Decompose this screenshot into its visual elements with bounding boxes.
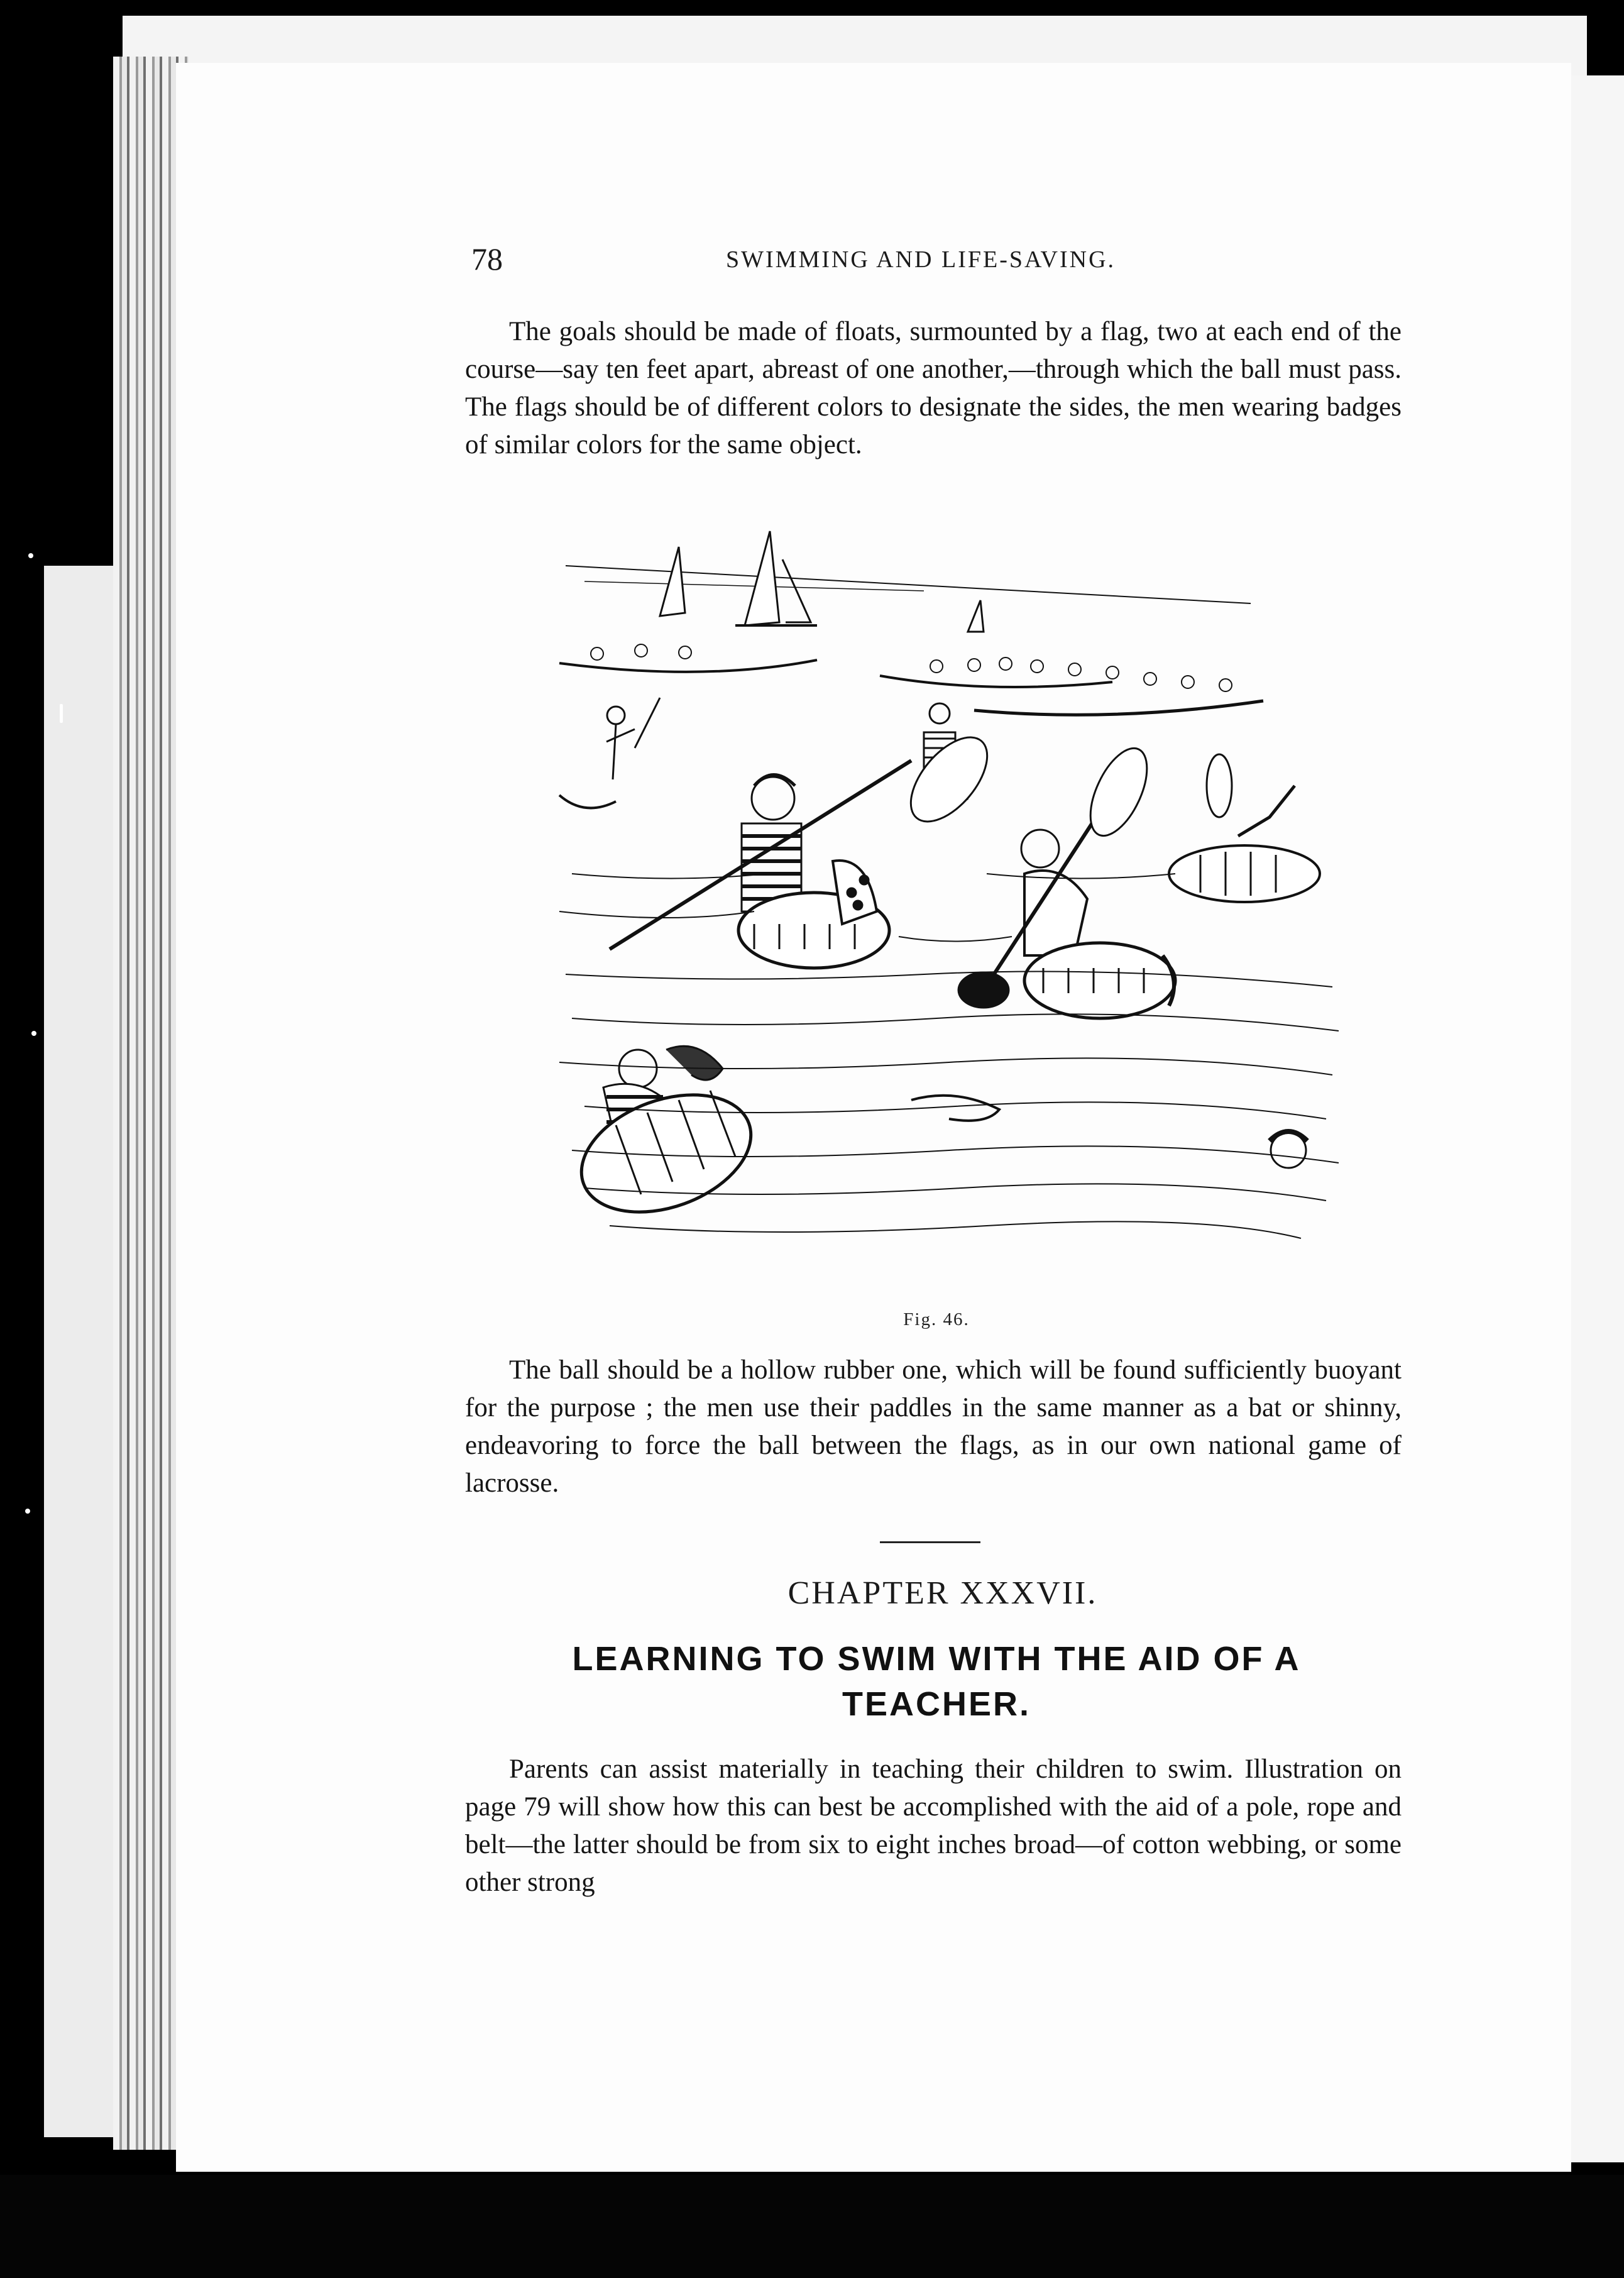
scan-speck: [31, 1031, 36, 1036]
paragraph-ball: The ball should be a hollow rubber one, which will be found sufficiently buoyant for the purpose ; the men use their paddles in the same manner as a bat or shinny, endeavoring to force the ball between the flags, as in our own national game of lacrosse.: [465, 1355, 1402, 1498]
chapter-number: CHAPTER XXXVII.: [787, 1575, 1098, 1611]
scanner-background-bottom: [0, 2175, 1624, 2278]
paragraph-goals: The goals should be made of floats, surmounted by a flag, two at each end of the course—say ten feet apart, abreast of one another,—through which the ball must pass. The flags should be of different colors to designate the sides, the men wearing badges of similar colors for the same object.: [465, 317, 1402, 459]
page-number: 78: [471, 241, 503, 277]
paragraph-parents: Parents can assist materially in teaching their children to swim. Illustration on page 79 will show how this can best be accomplished with the aid of a pole, rope and belt—the latter should be from six to eight inches broad—of cotton webbing, or some other strong: [465, 1754, 1402, 1897]
scan-speck: [28, 553, 33, 558]
figure-caption: Fig. 46.: [903, 1309, 970, 1329]
illustration-barrel-polo: [547, 522, 1364, 1295]
section-divider: [880, 1541, 980, 1543]
scan-speck: [25, 1509, 30, 1514]
chapter-title: LEARNING TO SWIM WITH THE AID OF A TEACHER.: [572, 1640, 1301, 1723]
running-title: SWIMMING AND LIFE-SAVING.: [726, 246, 1116, 273]
scan-speck: [60, 704, 63, 723]
illustration-drawing: [547, 522, 1364, 1295]
page-header: [471, 241, 1402, 278]
